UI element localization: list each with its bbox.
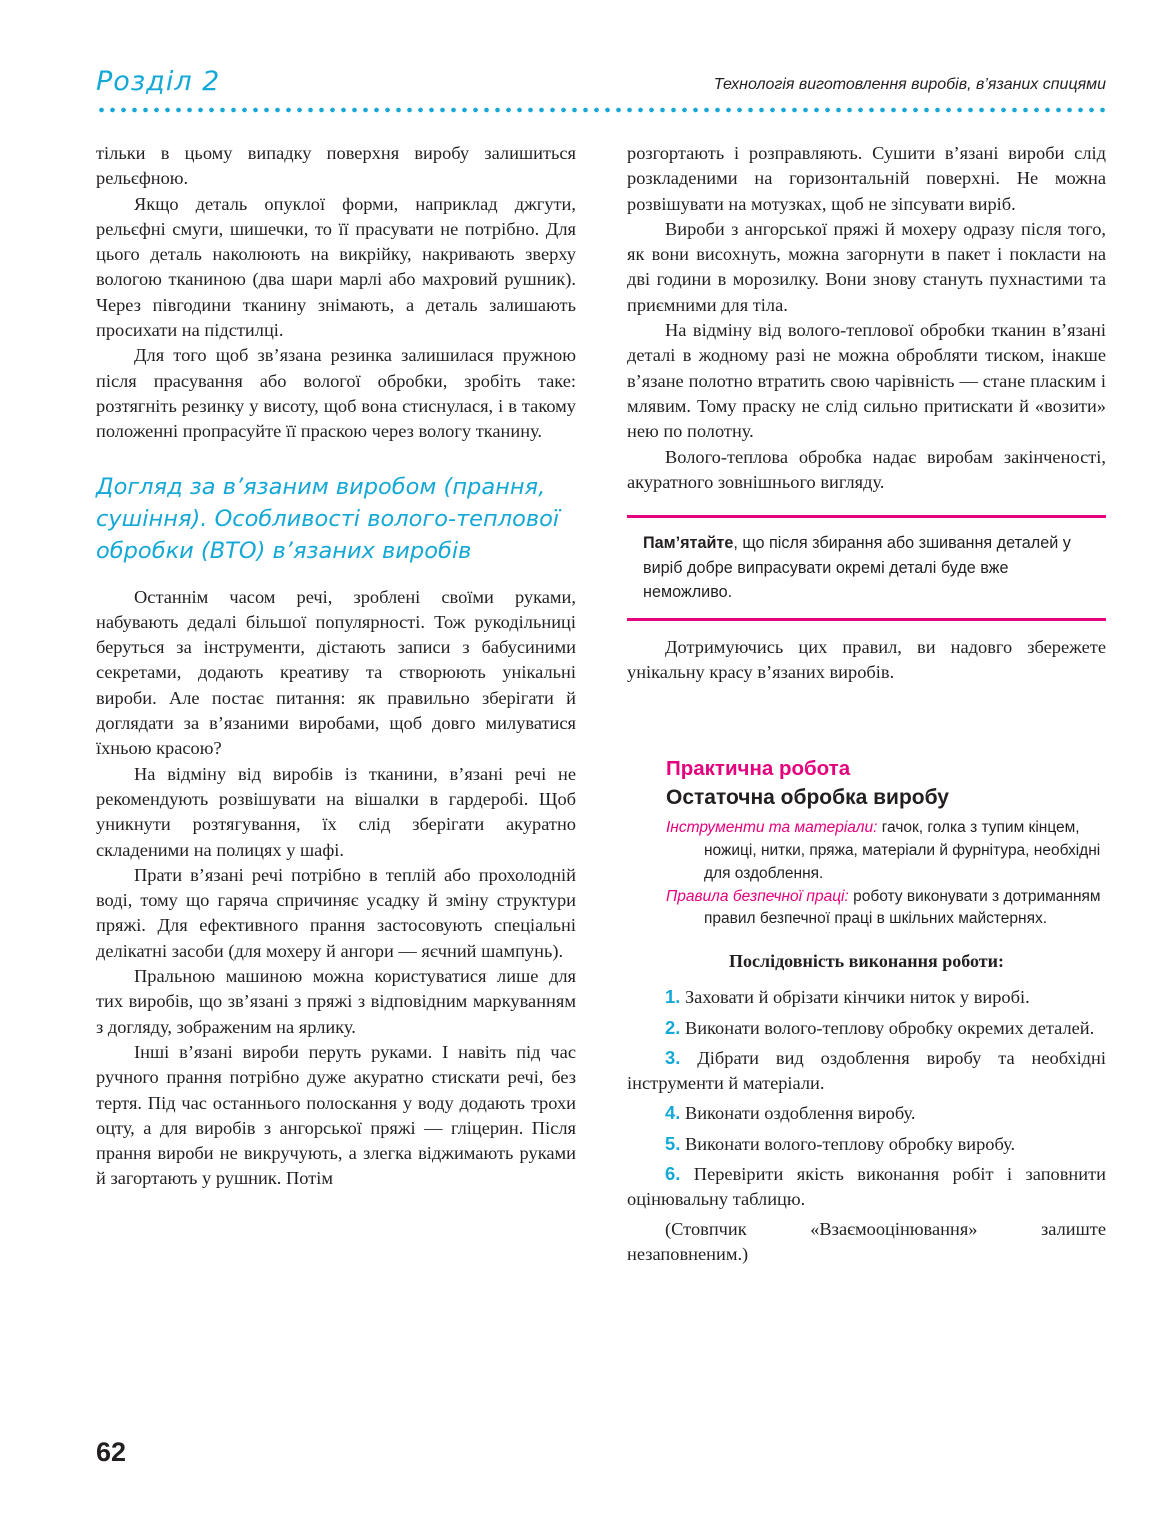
paragraph: Волого-теплова обробка надає виробам закінченості, акуратного зовнішнього вигляду. bbox=[627, 446, 1106, 492]
step-text: Заховати й обрізати кінчики ниток у виробі. bbox=[684, 987, 1030, 1008]
header-dotted-divider bbox=[96, 106, 1106, 114]
paragraph: тільки в цьому випадку поверхня виробу залишиться рельєфною. bbox=[96, 143, 576, 189]
paragraph: Вироби з ангорської пряжі й мохеру одразу після того, як вони висохнуть, можна загорнути в пакет і покласти на дві години в морозилку. Вони знову стануть пухнастими та приємними для тіла. bbox=[627, 218, 1106, 315]
paragraph: розгортають і розправляють. Сушити в’язані вироби слід розкладеними на горизонтальній поверхні. Не можна розвішувати на мотузках, щоб не зіпсувати виріб. bbox=[627, 143, 1106, 214]
paragraph: Якщо деталь опуклої форми, наприклад джгути, рельєфні смуги, шишечки, то її прасувати не потрібно. Для цього деталь наколюють на викрійку, накривають зверху вологою тканиною (два шари марлі або махровий рушник). Через півгодини тканину знімають, а деталь залишають просихати на підстилці. bbox=[96, 193, 576, 341]
running-title: Технологія виготовлення виробів, в’язаних спицями bbox=[713, 76, 1106, 93]
paragraph: Пральною машиною можна користуватися лише для тих виробів, що зв’язані з пряжі з відповідним маркуванням з догляду, зображеним на ярлику. bbox=[96, 966, 576, 1037]
safety-rules bbox=[666, 886, 1106, 932]
step-text: Виконати оздоблення виробу. bbox=[684, 1103, 916, 1124]
paragraph: Інші в’язані вироби перуть руками. І навіть під час ручного прання потрібно дуже акуратно стискати речі, без тертя. Під час останнього полоскання у воду додають трохи оцту, а для виробів з ангорської пряжі — гліцерин. Після прання вироби не викручують, а злегка віджимають руками й загортають у рушник. Потім bbox=[96, 1041, 576, 1189]
left-column bbox=[96, 141, 576, 1192]
list-item bbox=[627, 1131, 1106, 1157]
practical-work-title: Остаточна обробка виробу bbox=[666, 786, 949, 810]
paragraph: Для того щоб зв’язана резинка залишилася пружною після прасування або вологої обробки, зробіть таке: розтягніть резинку у висоту, щоб вона стиснулася, і в такому положенні пропрасуйте її праскою через вологу тканину. bbox=[96, 345, 576, 442]
step-number: 2. bbox=[665, 1016, 681, 1038]
remember-box bbox=[627, 515, 1106, 621]
list-item bbox=[627, 984, 1106, 1010]
step-number: 1. bbox=[665, 986, 681, 1008]
safety-label: Правила безпечної праці: bbox=[666, 887, 849, 905]
remember-text: , що після збирання або зшивання деталей у виріб добре випрасувати окремі деталі буде вже неможливо. bbox=[643, 534, 1071, 602]
section-heading: Догляд за в’язаним виробом (прання, сушіння). Особливості волого-теплової обробки (ВТО) в’язаних виробів bbox=[96, 473, 560, 564]
list-item bbox=[627, 1161, 1106, 1213]
paragraph: Прати в’язані речі потрібно в теплій або прохолодній воді, тому що гаряча спричиняє усадку й зміну структури пряжі. Для ефективного прання застосовують спеціальні делікатні засоби (для мохеру й ангори — яєчний шампунь). bbox=[96, 864, 576, 961]
note: (Стовпчик «Взаємооцінювання» залиште незаповненим.) bbox=[627, 1218, 1106, 1264]
right-column bbox=[627, 141, 1106, 1267]
step-text: Дібрати вид оздоблення виробу та необхідні інструменти й матеріали. bbox=[627, 1047, 1106, 1094]
step-number: 5. bbox=[665, 1132, 681, 1154]
list-item bbox=[627, 1015, 1106, 1041]
tools-and-materials bbox=[666, 817, 1106, 885]
sequence-heading: Послідовність виконання роботи: bbox=[728, 951, 1004, 972]
list-item bbox=[627, 1100, 1106, 1126]
step-number: 4. bbox=[665, 1102, 681, 1124]
practical-work-label: Практична робота bbox=[666, 757, 851, 781]
paragraph: Останнім часом речі, зроблені своїми руками, набувають дедалі більшої популярності. Тож рукодільниці беруться за інструменти, дістають записи з бабусиними секретами, додають креативу та створюють унікальні вироби. Але постає питання: як правильно зберігати й доглядати за в’язаними виробами, щоб довго милуватися їхньою красою? bbox=[96, 586, 576, 759]
paragraph: На відміну від виробів із тканини, в’язані речі не рекомендують розвішувати на вішалки в гардеробі. Щоб уникнути розтягування, їх слід зберігати акуратно складеними на полицях у шафі. bbox=[96, 763, 576, 860]
paragraph: Дотримуючись цих правил, ви надовго збережете унікальну красу в’язаних виробів. bbox=[627, 636, 1106, 682]
chapter-label: Розділ 2 bbox=[96, 66, 221, 97]
safety-text: роботу виконувати з дотриманням правил безпечної праці в шкільних майстернях. bbox=[704, 887, 1101, 928]
step-number: 6. bbox=[665, 1163, 681, 1185]
tools-label: Інструменти та матеріали: bbox=[666, 819, 878, 837]
tools-text: гачок, голка з тупим кінцем, ножиці, нитки, пряжа, матеріали й фурнітура, необхідні для оздоблення. bbox=[704, 819, 1101, 882]
page-number: 62 bbox=[96, 1437, 127, 1467]
step-text: Перевірити якість виконання робіт і заповнити оцінювальну таблицю. bbox=[627, 1164, 1106, 1210]
step-text: Виконати волого-теплову обробку окремих деталей. bbox=[684, 1017, 1095, 1038]
step-number: 3. bbox=[665, 1046, 681, 1068]
list-item bbox=[627, 1045, 1106, 1097]
paragraph: На відміну від волого-теплової обробки тканин в’язані деталі в жодному разі не можна обробляти тиском, інакше в’язане полотно втратить свою чарівність — стане пласким і млявим. Тому праску не слід сильно притискати й «возити» нею по полотну. bbox=[627, 320, 1106, 442]
step-text: Виконати волого-теплову обробку виробу. bbox=[684, 1133, 1016, 1154]
practical-work-block bbox=[627, 755, 1106, 931]
steps-list bbox=[627, 984, 1106, 1267]
remember-label: Пам’ятайте bbox=[643, 534, 734, 553]
